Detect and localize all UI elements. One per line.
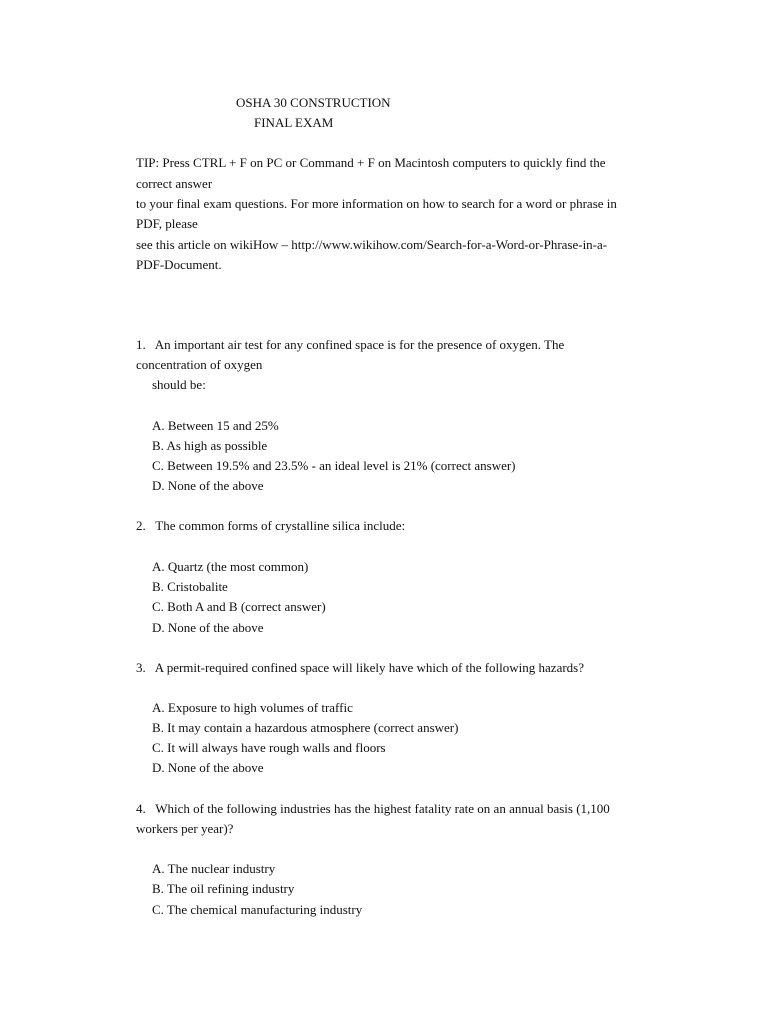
question-1-option: C. Between 19.5% and 23.5% - an ideal level is 21% (correct answer) [152, 458, 516, 473]
question-3-option: A. Exposure to high volumes of traffic [152, 700, 353, 715]
title-line-2: FINAL EXAM [254, 115, 334, 130]
tip-line: PDF-Document. [136, 257, 222, 272]
title-line-1: OSHA 30 CONSTRUCTION [236, 95, 391, 110]
tip-line: see this article on wikiHow – http://www.wikihow.com/Search-for-a-Word-or-Phrase-in-a- [136, 237, 608, 252]
question-1-option: B. As high as possible [152, 438, 268, 453]
question-2-option: D. None of the above [152, 620, 264, 635]
tip-line: PDF, please [136, 216, 198, 231]
question-2-option: A. Quartz (the most common) [152, 559, 309, 574]
question-4-text: workers per year)? [136, 821, 234, 836]
question-3-option: B. It may contain a hazardous atmosphere (correct answer) [152, 720, 459, 735]
question-1-text: 1. An important air test for any confined space is for the presence of oxygen. The [136, 337, 565, 352]
question-4-option: C. The chemical manufacturing industry [152, 902, 363, 917]
question-2-text: 2. The common forms of crystalline silica include: [136, 518, 406, 533]
question-3-option: D. None of the above [152, 760, 264, 775]
question-1-text: concentration of oxygen [136, 357, 263, 372]
question-1-option: A. Between 15 and 25% [152, 418, 279, 433]
question-1-text: should be: [152, 377, 206, 392]
question-3-text: 3. A permit-required confined space will likely have which of the following hazards? [136, 660, 584, 675]
question-4-text: 4. Which of the following industries has the highest fatality rate on an annual basis (1,100 [136, 801, 610, 816]
tip-line: correct answer [136, 176, 213, 191]
tip-line: to your final exam questions. For more information on how to search for a word or phrase in [136, 196, 617, 211]
question-1-option: D. None of the above [152, 478, 264, 493]
question-2-option: B. Cristobalite [152, 579, 228, 594]
tip-line: TIP: Press CTRL + F on PC or Command + F on Macintosh computers to quickly find the [136, 155, 606, 170]
question-4-option: A. The nuclear industry [152, 861, 276, 876]
question-3-option: C. It will always have rough walls and floors [152, 740, 386, 755]
question-2-option: C. Both A and B (correct answer) [152, 599, 326, 614]
question-4-option: B. The oil refining industry [152, 881, 295, 896]
